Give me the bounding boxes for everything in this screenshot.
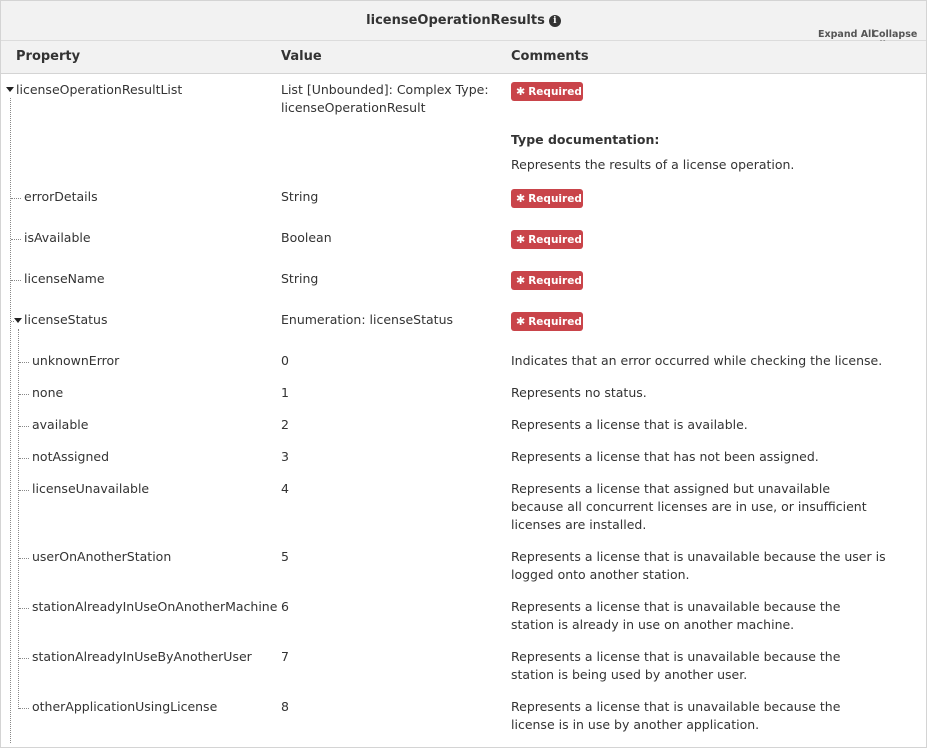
tree-branch [19, 394, 29, 395]
enum-comment: Represents a license that has not been assigned. [511, 449, 819, 464]
enum-value: 0 [281, 353, 289, 368]
property-value: String [281, 189, 319, 204]
enum-name: stationAlreadyInUseByAnotherUser [32, 649, 252, 664]
enum-value: 8 [281, 699, 289, 714]
property-value: Boolean [281, 230, 332, 245]
enum-comment: Represents no status. [511, 385, 647, 400]
enum-comment: Represents a license that is unavailable because the station is already in use on another machine. [511, 599, 841, 632]
asterisk-icon: ✱ [516, 192, 526, 205]
enum-comment: Represents a license that is available. [511, 417, 748, 432]
enum-comment: Represents a license that assigned but unavailable because all concurrent licenses are in use, or insufficient licenses are installed. [511, 481, 867, 532]
tree-branch [11, 198, 21, 199]
asterisk-icon: ✱ [516, 85, 526, 98]
table-body [1, 74, 926, 747]
column-header-property: Property [16, 49, 81, 64]
tree-branch [11, 239, 21, 240]
property-name: errorDetails [24, 189, 98, 204]
property-name: licenseName [24, 271, 105, 286]
tree-branch [19, 458, 29, 459]
column-header-value: Value [281, 49, 322, 64]
enum-name: none [32, 385, 64, 400]
tree-branch [19, 426, 29, 427]
type-doc-heading: Type documentation: [511, 132, 660, 147]
enum-value: 2 [281, 417, 289, 432]
property-name: licenseOperationResultList [16, 82, 183, 97]
info-icon[interactable]: i [549, 15, 561, 27]
collapse-caret-icon[interactable] [14, 318, 22, 323]
required-badge: ✱ Required [511, 271, 583, 290]
enum-value: 6 [281, 599, 289, 614]
title-bar [1, 1, 926, 41]
column-header-comments: Comments [511, 49, 589, 64]
table-header [1, 41, 926, 74]
required-badge: ✱ Required [511, 312, 583, 331]
property-name: isAvailable [24, 230, 91, 245]
enum-value: 7 [281, 649, 289, 664]
property-value: List [Unbounded]: Complex Type: licenseOperationResult [281, 82, 489, 115]
enum-comment: Represents a license that is unavailable because the license is in use by another application. [511, 699, 841, 732]
tree-line-license-status [18, 329, 19, 709]
property-value: Enumeration: licenseStatus [281, 312, 454, 327]
enum-value: 3 [281, 449, 289, 464]
enum-name: available [32, 417, 89, 432]
tree-branch [19, 490, 29, 491]
expand-all-button[interactable]: Expand All [818, 29, 875, 40]
enum-comment: Represents a license that is unavailable because the station is being used by another user. [511, 649, 841, 682]
type-doc-text: Represents the results of a license operation. [511, 157, 795, 172]
enum-name: stationAlreadyInUseOnAnotherMachine [32, 599, 278, 614]
enum-name: otherApplicationUsingLicense [32, 699, 218, 714]
enum-name: licenseUnavailable [32, 481, 150, 496]
enum-name: unknownError [32, 353, 120, 368]
required-badge: ✱ Required [511, 230, 583, 249]
tree-branch [19, 362, 29, 363]
enum-name: notAssigned [32, 449, 110, 464]
tree-branch [11, 280, 21, 281]
enum-value: 5 [281, 549, 289, 564]
collapse-all-button[interactable]: Collapse [872, 29, 918, 40]
enum-comment: Represents a license that is unavailable because the user is logged onto another station. [511, 549, 886, 582]
asterisk-icon: ✱ [516, 233, 526, 246]
enum-name: userOnAnotherStation [32, 549, 172, 564]
page-title-wrap [1, 13, 926, 28]
tree-line-root [10, 98, 11, 743]
property-value: String [281, 271, 319, 286]
tree-branch [19, 658, 29, 659]
enum-value: 1 [281, 385, 289, 400]
asterisk-icon: ✱ [516, 274, 526, 287]
tree-branch [19, 708, 29, 709]
tree-branch [19, 558, 29, 559]
property-name: licenseStatus [24, 312, 108, 327]
required-badge: ✱ Required [511, 82, 583, 101]
enum-value: 4 [281, 481, 289, 496]
asterisk-icon: ✱ [516, 315, 526, 328]
tree-branch [19, 608, 29, 609]
required-badge: ✱ Required [511, 189, 583, 208]
collapse-caret-icon[interactable] [6, 87, 14, 92]
page-title: licenseOperationResults [366, 13, 545, 28]
enum-comment: Indicates that an error occurred while checking the license. [511, 353, 883, 368]
